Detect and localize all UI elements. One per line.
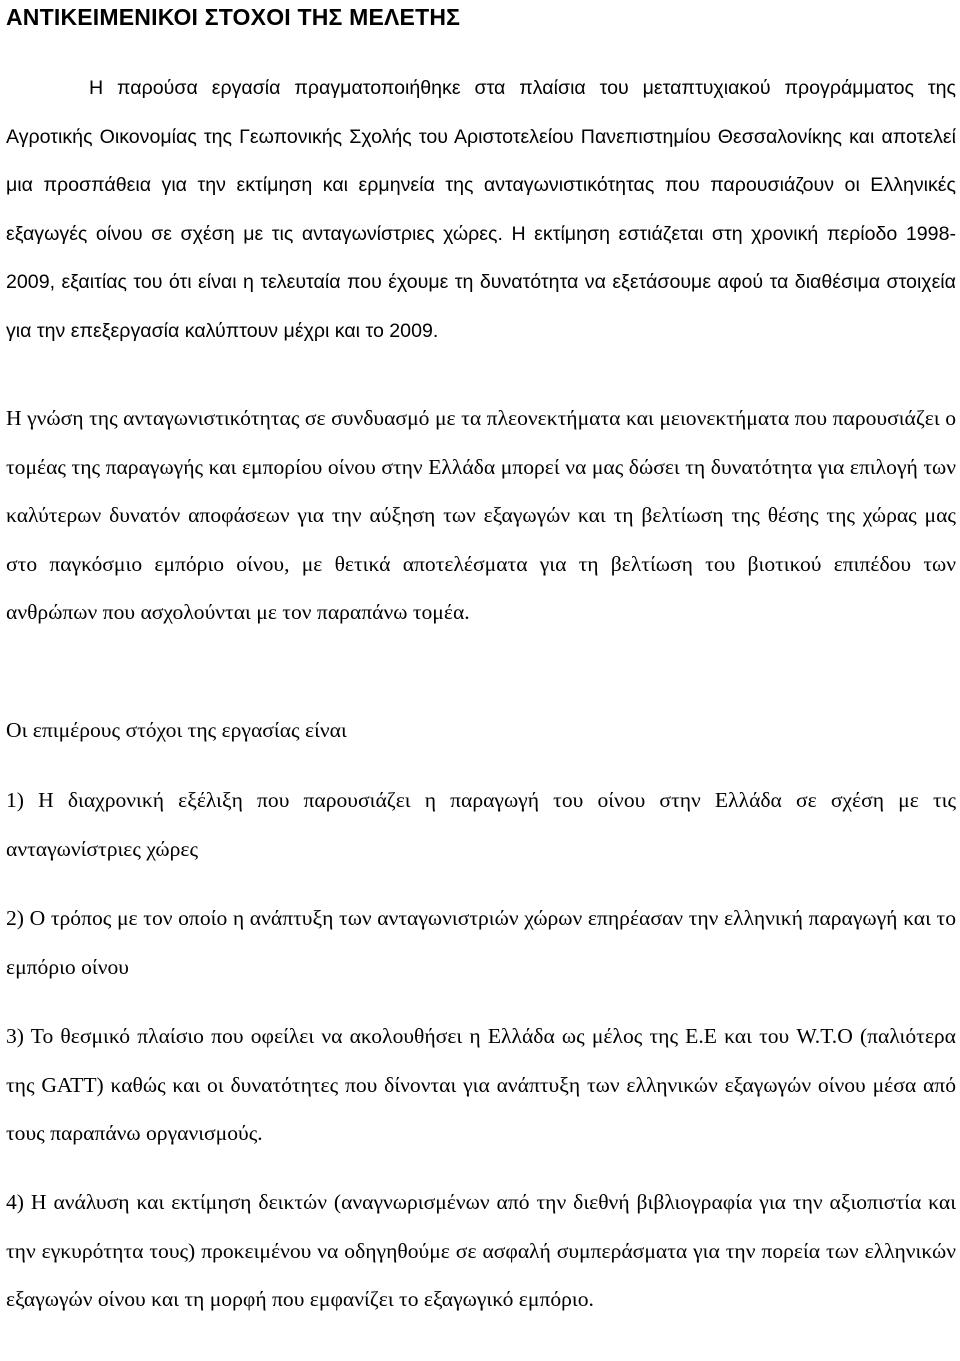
objective-item-3: 3) Το θεσμικό πλαίσιο που οφείλει να ακολουθήσει η Ελλάδα ως μέλος της Ε.Ε και του W.T.O (παλιότερα της GATT) καθώς και οι δυνατότητες που δίνονται για ανάπτυξη των ελληνικών εξαγωγών οίνου μέσα από τους παραπάνω οργανισμούς. bbox=[6, 1024, 956, 1146]
objective-item-2: 2) Ο τρόπος με τον οποίο η ανάπτυξη των ανταγωνιστριών χώρων επηρέασαν την ελληνική παραγωγή και το εμπόριο οίνου bbox=[6, 906, 956, 979]
competitiveness-paragraph: Η γνώση της ανταγωνιστικότητας σε συνδυασμό με τα πλεονεκτήματα και μειονεκτήματα που παρουσιάζει ο τομέας της παραγωγής και εμπορίου οίνου στην Ελλάδα μπορεί να μας δώσει τη δυνατότητα για επιλογή των καλύτερων δυνατόν αποφάσεων για την αύξηση των εξαγωγών και τη βελτίωση της θέσης της χώρας μας στο παγκόσμιο εμπόριο οίνου, με θετικά αποτελέσματα για τη βελτίωση του βιοτικού επιπέδου των ανθρώπων που ασχολούνται με τον παραπάνω τομέα. bbox=[6, 406, 956, 625]
objective-item-1: 1) Η διαχρονική εξέλιξη που παρουσιάζει η παραγωγή του οίνου στην Ελλάδα σε σχέση με τις ανταγωνίστριες χώρες bbox=[6, 788, 956, 861]
objectives-intro: Οι επιμέρους στόχοι της εργασίας είναι bbox=[6, 718, 347, 742]
objective-item-4: 4) Η ανάλυση και εκτίμηση δεικτών (αναγνωρισμένων από την διεθνή βιβλιογραφία για την αξιοπιστία και την εγκυρότητα τους) προκειμένου να οδηγηθούμε σε ασφαλή συμπεράσματα για την πορεία των ελληνικών εξαγωγών οίνου και τη μορφή που εμφανίζει το εξαγωγικό εμπόριο. bbox=[6, 1190, 956, 1312]
intro-paragraph: Η παρούσα εργασία πραγματοποιήθηκε στα πλαίσια του μεταπτυχιακού προγράμματος της Αγροτικής Οικονομίας της Γεωπονικής Σχολής του Αριστοτελείου Πανεπιστημίου Θεσσαλονίκης και αποτελεί μια προσπάθεια για την εκτίμηση και ερμηνεία της ανταγωνιστικότητας που παρουσιάζουν οι Ελληνικές εξαγωγές οίνου σε σχέση με τις ανταγωνίστριες χώρες. Η εκτίμηση εστιάζεται στη χρονική περίοδο 1998-2009, εξαιτίας του ότι είναι η τελευταία που έχουμε τη δυνατότητα να εξετάσουμε αφού τα διαθέσιμα στοιχεία για την επεξεργασία καλύπτουν μέχρι και το 2009. bbox=[6, 77, 956, 342]
document-page bbox=[6, 0, 956, 1312]
page-title: ΑΝΤΙΚΕΙΜΕΝΙΚΟΙ ΣΤΟΧΟΙ ΤΗΣ ΜΕΛΕΤΗΣ bbox=[6, 4, 461, 30]
